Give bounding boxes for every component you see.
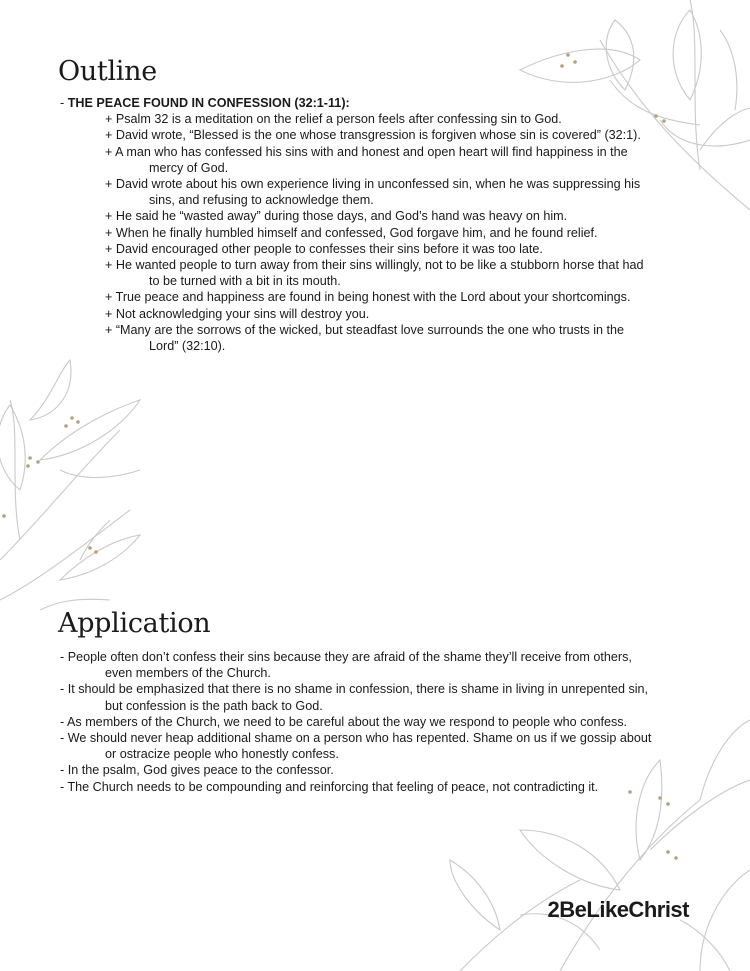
outline-section <box>60 95 700 354</box>
point-text: - People often don’t confess their sins because they are afraid of the shame they’ll receive from others, <box>60 650 632 664</box>
outline-point <box>60 241 700 257</box>
outline-point <box>60 127 700 143</box>
application-points-list <box>60 649 700 795</box>
outline-point <box>60 257 700 289</box>
point-text-continued: but confession is the path back to God. <box>105 698 323 713</box>
outline-point <box>60 144 700 176</box>
point-text-continued: even members of the Church. <box>105 666 271 681</box>
section-bullet: - <box>60 96 68 110</box>
brand-logo-text: 2BeLikeChrist <box>547 897 689 922</box>
application-section <box>60 649 700 795</box>
outline-point <box>60 225 700 241</box>
section-title-text: THE PEACE FOUND IN CONFESSION (32:1-11): <box>67 96 350 110</box>
point-text: - The Church needs to be compounding and reinforcing that feeling of peace, not contradicting it. <box>60 779 599 794</box>
point-text: + A man who has confessed his sins with and honest and open heart will find happiness in the <box>105 144 628 159</box>
application-point <box>60 714 700 730</box>
point-text: + True peace and happiness are found in being honest with the Lord about your shortcomings. <box>105 290 631 305</box>
point-text: + David encouraged other people to confesses their sins before it was too late. <box>105 241 543 256</box>
point-text: + David wrote about his own experience living in unconfessed sin, when he was suppressing his <box>105 177 641 192</box>
outline-point <box>60 208 700 224</box>
application-point <box>60 762 700 778</box>
outline-points-list <box>60 111 700 354</box>
point-text: + He wanted people to turn away from their sins willingly, not to be like a stubborn horse that had <box>105 258 644 273</box>
point-text-continued: Lord” (32:10). <box>149 339 226 354</box>
outline-point <box>60 306 700 322</box>
point-text: + When he finally humbled himself and confessed, God forgave him, and he found relief. <box>105 225 598 240</box>
outline-point <box>60 289 700 305</box>
point-text-continued: sins, and refusing to acknowledge them. <box>149 193 374 208</box>
point-text: + “Many are the sorrows of the wicked, but steadfast love surrounds the one who trusts in the <box>105 322 625 337</box>
outline-point <box>60 111 700 127</box>
application-point <box>60 779 700 795</box>
point-text: - As members of the Church, we need to be careful about the way we respond to people who confess. <box>60 714 628 729</box>
point-text-continued: to be turned with a bit in its mouth. <box>149 274 341 289</box>
outline-point <box>60 322 700 354</box>
outline-heading: Outline <box>58 56 157 87</box>
application-point <box>60 681 700 713</box>
point-text: + He said he “wasted away” during those days, and God’s hand was heavy on him. <box>105 209 568 224</box>
outline-point <box>60 176 700 208</box>
point-text-continued: or ostracize people who honestly confess. <box>105 747 339 762</box>
point-text: - We should never heap additional shame on a person who has repented. Shame on us if we gossip about <box>60 731 652 746</box>
point-text: + David wrote, “Blessed is the one whose transgression is forgiven whose sin is covered” (32:1). <box>105 128 641 143</box>
point-text: - It should be emphasized that there is no shame in confession, there is shame in living in unrepented sin, <box>60 682 649 697</box>
application-point <box>60 649 700 681</box>
application-point <box>60 730 700 762</box>
point-text-continued: mercy of God. <box>149 160 229 175</box>
application-heading: Application <box>58 608 211 639</box>
point-text: + Not acknowledging your sins will destroy you. <box>105 306 370 321</box>
outline-section-title <box>60 95 700 111</box>
point-text: + Psalm 32 is a meditation on the relief a person feels after confessing sin to God. <box>105 112 562 127</box>
point-text: - In the psalm, God gives peace to the confessor. <box>60 763 334 778</box>
